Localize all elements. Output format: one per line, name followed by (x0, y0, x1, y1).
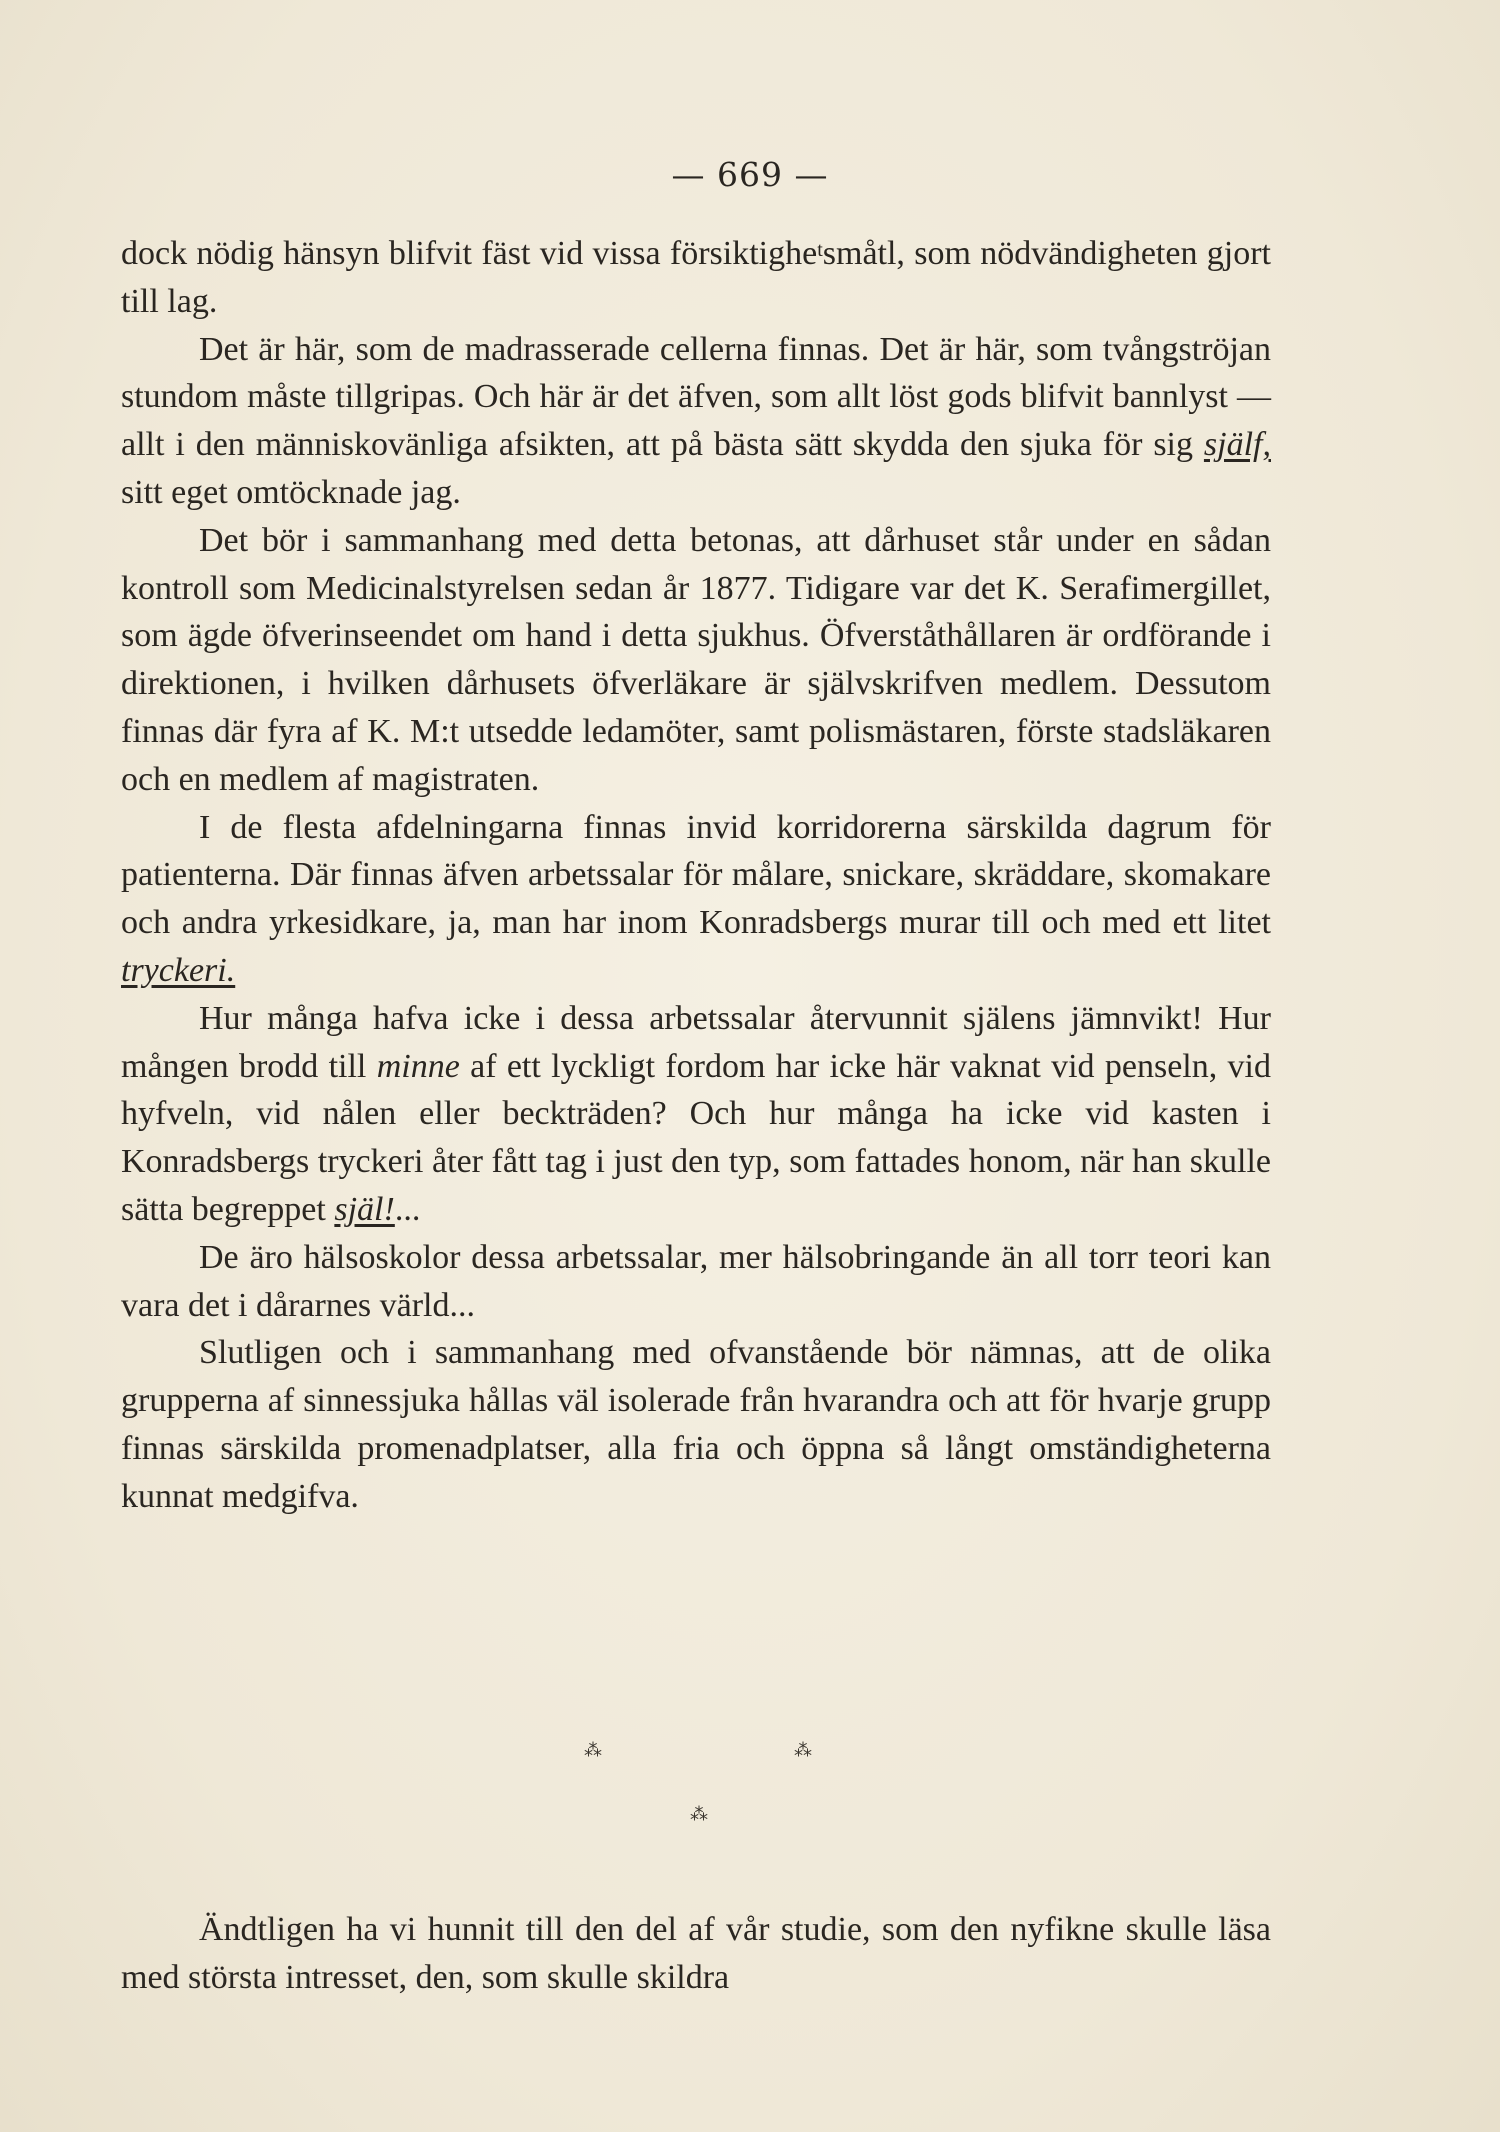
paragraph-2 (121, 326, 1271, 517)
paragraph-4-emphasis: tryckeri. (121, 951, 236, 989)
paragraph-4-text-a: I de flesta afdelningarna finnas invid korridorerna särskilda dagrum för patienterna. Där finnas äfven arbetssalar för målare, snickare, skräddare, skomakare och andra yrkesidkare, ja, man har inom Konradsbergs murar till och med ett litet (121, 808, 1271, 942)
paragraph-3: Det bör i sammanhang med detta betonas, att dårhuset står under en sådan kontroll som Medicinalstyrelsen sedan år 1877. Tidigare var det K. Serafimergillet, som ägde öfverinseendet om hand i detta sjukhus. Öfverståthållaren är ordförande i direktionen, i hvilken dårhusets öfverläkare är självskrifven medlem. Dessutom finnas där fyra af K. M:t utsedde ledamöter, samt polismästaren, förste stadsläkaren och en medlem af magistraten. (121, 521, 1271, 798)
paragraph-5-emphasis-2: själ! (334, 1190, 395, 1228)
final-paragraph: Ändtligen ha vi hunnit till den del af vår studie, som den nyfikne skulle läsa med största intresset, den, som skulle skildra (121, 1911, 1271, 1996)
paragraph-1 (121, 227, 1271, 326)
paragraph-1-text-b: småtl, som nödvändigheten gjort till lag. (121, 235, 1272, 320)
paragraph-5-text-a: Hur många hafva icke i dessa arbetssalar återvunnit själens jämnvikt! Hur mången brodd till (121, 999, 1271, 1085)
paragraph-2-text-a: Det är här, som de madrasserade cellerna finnas. Det är här, som tvångströjan stundom måste tillgripas. Och här är det äfven, som allt löst gods blifvit bannlyst — allt i den människovänliga afsikten, att på bästa sätt skydda den sjuka för sig (121, 330, 1271, 464)
page-number: — 669 — (671, 155, 829, 194)
paragraph-5-text-b: af ett lyckligt fordom har icke här vaknat vid penseln, vid hyfveln, vid nålen eller beckträden? Och hur många ha icke vid kasten i Konradsbergs tryckeri åter fått tag i just den typ, som fattades honom, när han skulle sätta begreppet (121, 1047, 1271, 1228)
main-text (121, 227, 1271, 1521)
paragraph-5-emphasis: minne (376, 1047, 460, 1085)
separator-star-bottom: ⁂ (690, 1804, 708, 1825)
paragraph-4 (121, 804, 1271, 995)
separator-star-right: ⁂ (794, 1740, 812, 1761)
paragraph-1-superscript: t (817, 239, 823, 261)
paragraph-1-text-a: dock nödig hänsyn blifvit fäst vid vissa försiktighe (121, 235, 818, 272)
paragraph-5-text-c: ... (394, 1190, 421, 1228)
final-text (121, 1906, 1271, 2002)
paragraph-2-emphasis: själf, (1203, 426, 1271, 464)
paragraph-7: Slutligen och i sammanhang med ofvanstående bör nämnas, att de olika grupperna af sinnessjuka hållas väl isolerade från hvarandra och att för hvarje grupp finnas särskilda promenadplatser, alla fria och öppna så långt omständigheterna kunnat medgifva. (121, 1334, 1271, 1515)
paragraph-5 (121, 995, 1271, 1234)
paragraph-6: De äro hälsoskolor dessa arbetssalar, mer hälsobringande än all torr teori kan vara det i dårarnes värld... (121, 1238, 1271, 1324)
paragraph-2-text-b: sitt eget omtöcknade jag. (121, 473, 461, 511)
separator-star-left: ⁂ (584, 1740, 602, 1761)
